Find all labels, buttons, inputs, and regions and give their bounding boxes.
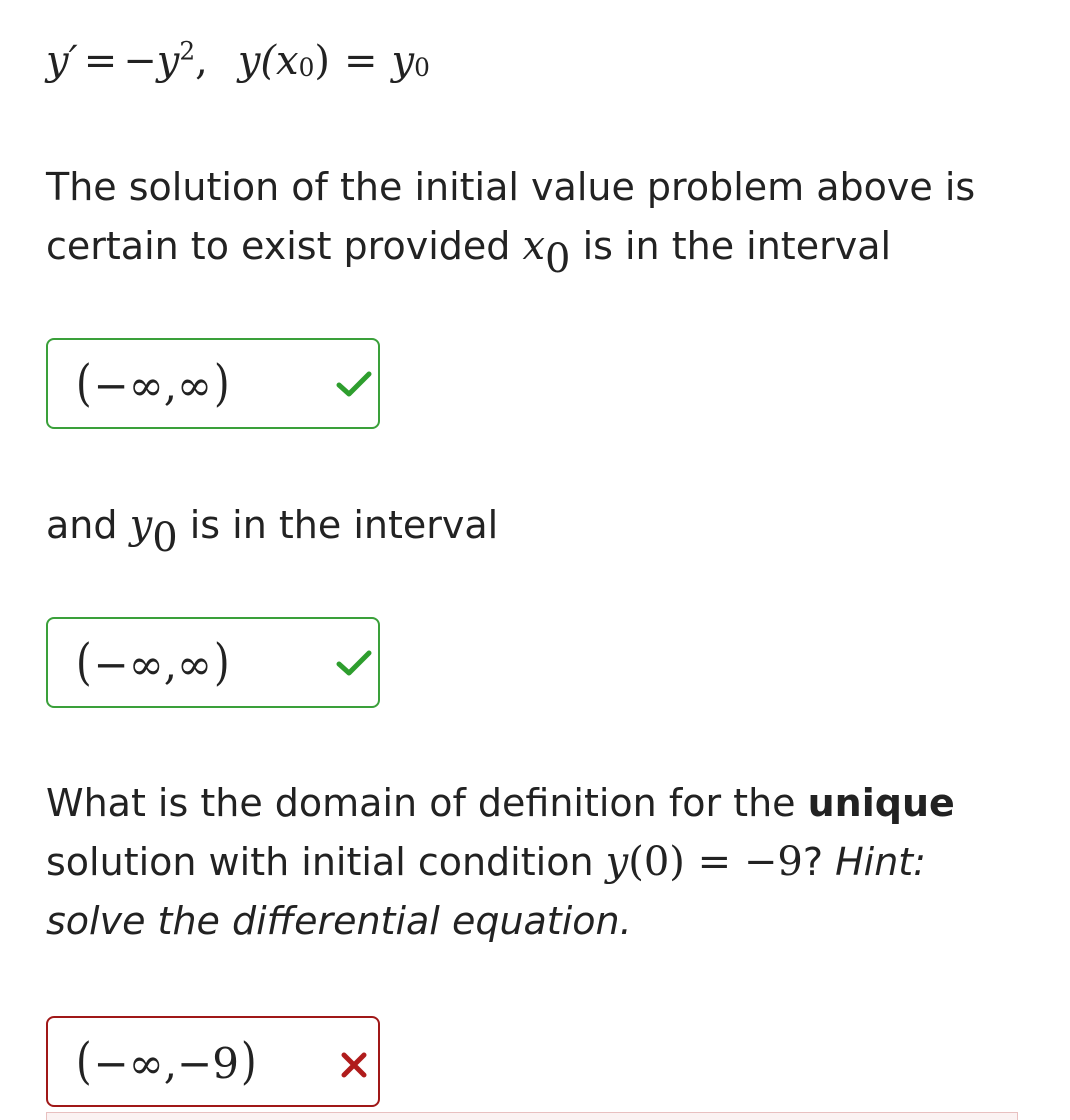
- hint-text: Hint: solve the differential equation.: [46, 840, 926, 943]
- equation-exponent: 2: [179, 36, 196, 66]
- question-domain-bold: unique: [807, 781, 955, 825]
- equation-rhs: −y: [123, 38, 180, 84]
- answer-x0-open-paren: (: [75, 354, 92, 412]
- question-x0-var-sub: 0: [545, 235, 571, 282]
- question-y0-interval: [46, 496, 1036, 561]
- answer-domain-value-display: [74, 1032, 258, 1090]
- condition-arg: (0): [628, 839, 685, 885]
- question-y0-text-b: is in the interval: [177, 503, 499, 547]
- check-icon: [336, 368, 372, 400]
- question-domain: [46, 774, 1036, 951]
- answer-input-x0[interactable]: [46, 338, 380, 429]
- question-x0-interval: [46, 158, 1036, 282]
- answer-domain-value: −∞,−9: [93, 1039, 239, 1088]
- condition-equals: =: [684, 839, 744, 885]
- question-domain-text-a: What is the domain of definition for the: [46, 781, 808, 825]
- question-domain-text-b: solution with initial condition: [46, 840, 606, 884]
- question-x0-text-b: is in the interval: [570, 224, 892, 268]
- answer-input-y0[interactable]: [46, 617, 380, 708]
- answer-y0-value: −∞,∞: [93, 640, 213, 689]
- question-y0-var: y: [129, 502, 153, 548]
- answer-domain-close-paren: ): [240, 1032, 257, 1090]
- question-x0-text-a: The solution of the initial value problem above is certain to exist provided: [46, 165, 976, 268]
- feedback-panel-edge: [46, 1112, 1018, 1120]
- check-icon: [336, 647, 372, 679]
- equation-lhs: y′: [46, 38, 78, 84]
- initial-condition-equals: =: [343, 38, 378, 84]
- answer-y0-open-paren: (: [75, 633, 92, 691]
- equation-equals: =: [83, 38, 118, 84]
- question-y0-var-sub: 0: [152, 514, 178, 561]
- answer-x0-value-display: [74, 354, 232, 412]
- answer-x0-close-paren: ): [213, 354, 230, 412]
- answer-x0-value: −∞,∞: [93, 361, 213, 410]
- answer-input-domain[interactable]: [46, 1016, 380, 1107]
- answer-y0-close-paren: ): [213, 633, 230, 691]
- question-domain-text-c: ?: [802, 840, 836, 884]
- initial-condition-sub: 0: [298, 52, 315, 82]
- equation-comma: ,: [195, 38, 208, 84]
- condition-value: −9: [743, 839, 803, 885]
- answer-domain-open-paren: (: [75, 1032, 92, 1090]
- initial-condition-close: ): [314, 38, 330, 84]
- question-y0-text-a: and: [46, 503, 130, 547]
- cross-icon: [336, 1050, 372, 1082]
- differential-equation: [46, 38, 430, 84]
- condition-func: y: [605, 839, 629, 885]
- initial-condition-value-sub: 0: [414, 52, 430, 82]
- answer-y0-value-display: [74, 633, 232, 691]
- question-x0-var: x: [522, 223, 546, 269]
- initial-condition-func: y(x: [237, 38, 299, 84]
- initial-condition-value: y: [391, 38, 415, 84]
